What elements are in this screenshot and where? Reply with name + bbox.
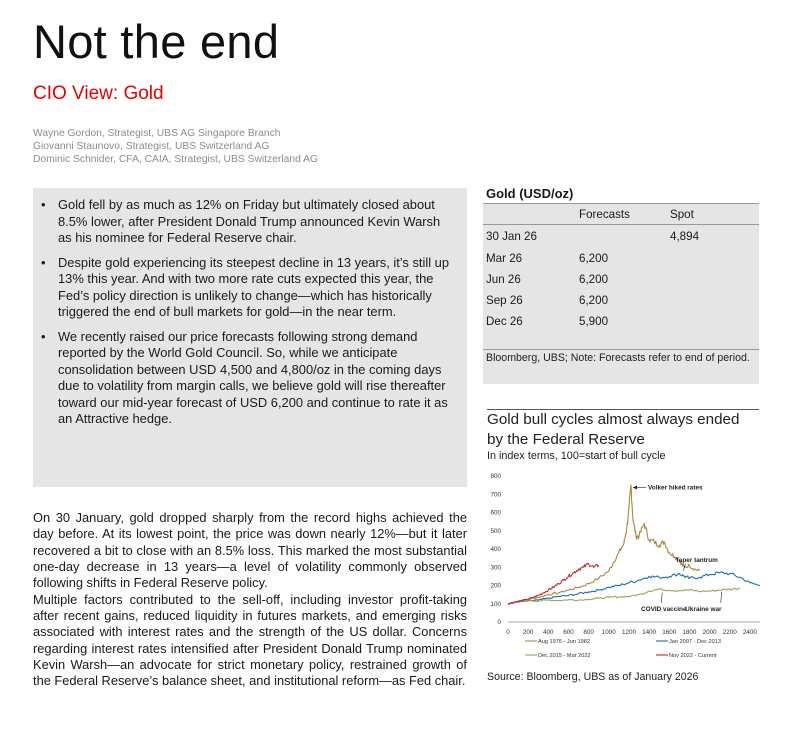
chart-title: Gold bull cycles almost always ended by the Federal Reserve — [487, 409, 759, 450]
body-text — [33, 510, 467, 690]
table-cell-forecast: 5,900 — [579, 315, 609, 328]
bullet-icon: • — [41, 254, 46, 270]
summary-bullet-text: Gold fell by as much as 12% on Friday but ultimately closed about 8.5% lower, after President Donald Trump announced Kevin Warsh as his nominee for Federal Reserve chair. — [58, 197, 441, 245]
y-tick-label: 500 — [490, 527, 501, 535]
table-header-spot: Spot — [670, 208, 694, 221]
x-tick-label: 2400 — [742, 629, 757, 636]
y-tick-label: 800 — [490, 473, 501, 480]
author-line: Giovanni Staunovo, Strategist, UBS Switzerland AG — [33, 140, 270, 152]
table-cell-date: Sep 26 — [486, 294, 523, 307]
gold-bull-cycles-chart — [483, 466, 768, 666]
table-title: Gold (USD/oz) — [486, 186, 574, 201]
body-paragraph: Multiple factors contributed to the sell-off, including investor profit-taking after recent gains, reduced liquidity in futures markets, and emerging risks associated with interest rates and the strength of the US dollar. Concerns regarding interest rates intensified after President Donald Trump nominated Kevin Warsh—an advocate for strict monetary policy, restrained growth of the Federal Reserve’s balance sheet, and institutional reform—as Fed chair. — [33, 591, 467, 689]
annotation-label: Taper tantrum — [675, 556, 718, 564]
summary-bullet-text: We recently raised our price forecasts following strong demand reported by the World Gold Council. So, while we anticipate consolidation between USD 4,500 and 4,800/oz in the coming days due to volatility from margin calls, we believe gold will rise thereafter toward our mid-year forecast of USD 6,200 and continue to rate it as an Attractive hedge. — [58, 328, 448, 426]
table-cell-date: Dec 26 — [486, 315, 523, 328]
x-tick-label: 0 — [506, 629, 510, 636]
x-tick-label: 1400 — [642, 629, 657, 636]
x-tick-label: 200 — [522, 629, 534, 636]
table-cell-forecast: 6,200 — [579, 273, 609, 286]
x-tick-label: 800 — [583, 629, 594, 636]
x-tick-label: 400 — [543, 629, 554, 636]
bullet-icon: • — [41, 328, 46, 344]
series-line — [508, 485, 700, 604]
bullet-icon: • — [41, 197, 46, 212]
annotation-arrowhead — [633, 485, 637, 489]
table-header-forecasts: Forecasts — [579, 208, 630, 221]
body-paragraph: On 30 January, gold dropped sharply from the record highs achieved the day before. At its lowest point, the price was down nearly 12%—but it later recovered a bit to close with an 8.5% loss. This marked the most substantial one-day decrease in 13 years—a level of volatility commonly observed following shifts in Federal Reserve policy. — [33, 510, 467, 591]
gold-forecast-table-block — [483, 184, 759, 384]
x-tick-label: 2200 — [722, 629, 737, 636]
annotation-label: Ukraine war — [685, 606, 722, 614]
table-cell-forecast: 6,200 — [579, 294, 609, 307]
authors-block — [33, 128, 318, 166]
annotation-label: COVID vaccine — [641, 606, 687, 614]
legend-label: Dec 2015 - Mar 2022 — [538, 653, 591, 659]
legend-label: Aug 1976 - Jun 1982 — [538, 639, 590, 645]
series-line — [508, 563, 599, 604]
summary-bullet-text: Despite gold experiencing its steepest decline in 13 years, it’s still up 13% this year. And with two more rate cuts expected this year, the Fed’s policy direction is unlikely to change—which has historically triggered the end of bull markets for gold—in the near term. — [58, 254, 449, 319]
y-tick-label: 0 — [497, 619, 501, 626]
y-tick-label: 400 — [490, 546, 501, 553]
y-tick-label: 200 — [490, 582, 501, 590]
table-cell-date: Mar 26 — [486, 252, 523, 265]
x-tick-label: 2000 — [702, 629, 717, 636]
page-title: Not the end — [33, 15, 280, 68]
table-note: Bloomberg, UBS; Note: Forecasts refer to end of period. — [486, 352, 750, 364]
annotation-arrow — [661, 593, 662, 603]
y-tick-label: 700 — [490, 491, 501, 499]
y-tick-label: 600 — [490, 509, 501, 517]
series-line — [508, 572, 760, 604]
annotation-arrow — [721, 592, 722, 603]
table-cell-forecast: 6,200 — [579, 252, 609, 265]
y-tick-label: 100 — [490, 600, 501, 608]
table-cell-date: 30 Jan 26 — [486, 230, 537, 243]
x-tick-label: 1200 — [621, 629, 636, 636]
x-tick-label: 600 — [563, 629, 574, 636]
table-divider — [483, 224, 759, 225]
table-cell-spot: 4,894 — [670, 230, 700, 243]
x-tick-label: 1000 — [601, 629, 616, 636]
legend-label: Nov 2022 - Current — [669, 653, 717, 659]
chart-source: Source: Bloomberg, UBS as of January 2026 — [487, 671, 699, 683]
gold-forecast-table — [483, 203, 759, 384]
summary-bullet — [41, 328, 457, 428]
summary-bullet — [41, 254, 457, 321]
legend-label: Jan 2007 - Dec 2013 — [669, 639, 721, 645]
table-cell-date: Jun 26 — [486, 273, 521, 286]
y-tick-label: 300 — [490, 564, 501, 572]
chart-subtitle: In index terms, 100=start of bull cycle — [487, 450, 666, 462]
x-tick-label: 1600 — [662, 629, 677, 636]
annotation-label: Volker hiked rates — [648, 484, 703, 492]
summary-box — [33, 188, 467, 487]
summary-bullet — [41, 197, 457, 247]
x-tick-label: 1800 — [682, 629, 697, 636]
author-line: Dominic Schnider, CFA, CAIA, Strategist, UBS Switzerland AG — [33, 153, 318, 165]
table-divider — [483, 349, 759, 350]
author-line: Wayne Gordon, Strategist, UBS AG Singapore Branch — [33, 128, 281, 139]
page-subtitle: CIO View: Gold — [33, 83, 164, 104]
